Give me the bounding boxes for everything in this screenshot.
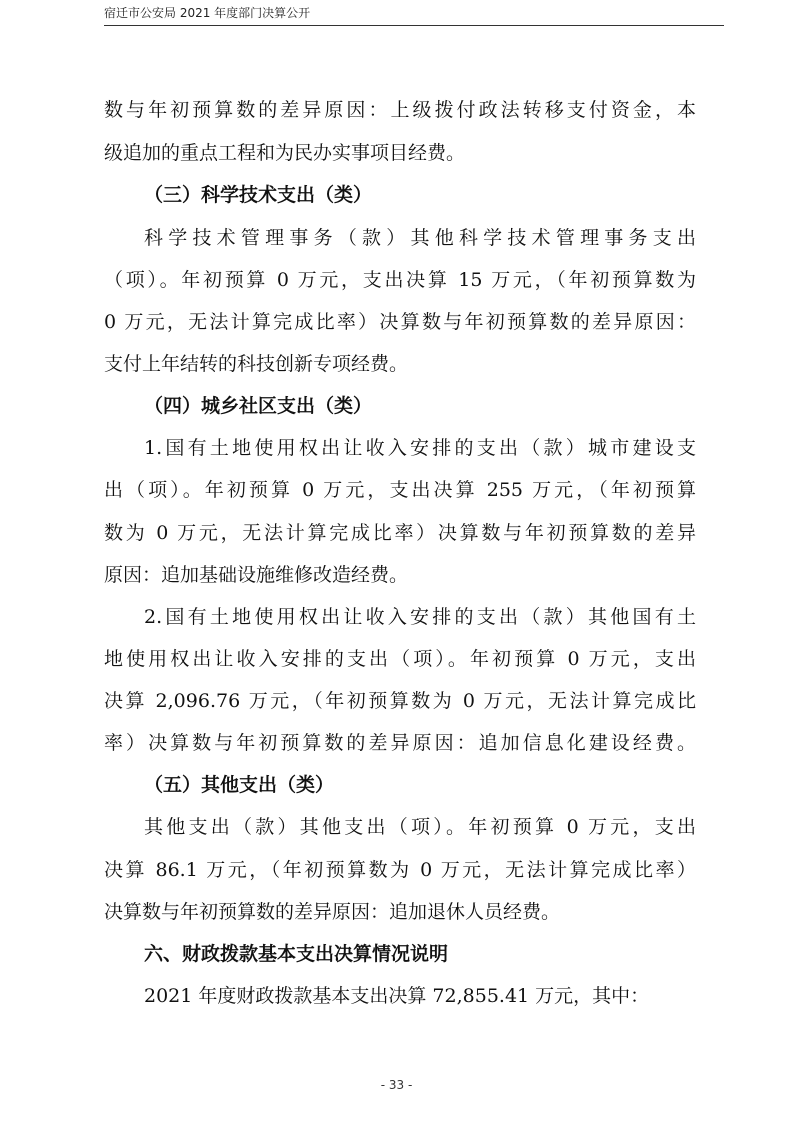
- page-number: - 33 -: [380, 1078, 413, 1092]
- paragraph-line: 0 万元，无法计算完成比率）决算数与年初预算数的差异原因：: [104, 311, 696, 333]
- paragraph-line: （项）。年初预算 0 万元，支出决算 15 万元，（年初预算数为: [104, 269, 696, 291]
- section-heading-science: （三）科学技术支出（类）: [144, 184, 373, 206]
- paragraph-line: 数与年初预算数的差异原因：上级拨付政法转移支付资金，本: [104, 99, 696, 121]
- paragraph-line: 率）决算数与年初预算数的差异原因：追加信息化建设经费。: [104, 732, 696, 754]
- header-divider: [104, 25, 724, 26]
- paragraph-line: 决算数与年初预算数的差异原因：追加退休人员经费。: [104, 901, 561, 923]
- paragraph-line: 1.国有土地使用权出让收入安排的支出（款）城市建设支: [144, 437, 696, 459]
- paragraph-line: 级追加的重点工程和为民办实事项目经费。: [104, 142, 466, 164]
- paragraph-line: 2021 年度财政拨款基本支出决算 72,855.41 万元，其中：: [144, 985, 650, 1007]
- paragraph-line: 数为 0 万元，无法计算完成比率）决算数与年初预算数的差异: [104, 522, 696, 544]
- paragraph-line: 科学技术管理事务（款）其他科学技术管理事务支出: [144, 227, 696, 249]
- paragraph-line: 支付上年结转的科技创新专项经费。: [104, 353, 409, 375]
- page-header: 宿迁市公安局 2021 年度部门决算公开: [104, 6, 311, 20]
- paragraph-line: 2.国有土地使用权出让收入安排的支出（款）其他国有土: [144, 606, 696, 628]
- section-heading-basic-expenditure: 六、财政拨款基本支出决算情况说明: [144, 943, 449, 965]
- paragraph-line: 地使用权出让收入安排的支出（项）。年初预算 0 万元，支出: [104, 648, 696, 670]
- paragraph-line: 决算 86.1 万元，（年初预算数为 0 万元，无法计算完成比率）: [104, 859, 696, 881]
- section-heading-urban-rural: （四）城乡社区支出（类）: [144, 395, 373, 417]
- paragraph-line: 决算 2,096.76 万元，（年初预算数为 0 万元，无法计算完成比: [104, 690, 696, 712]
- paragraph-line: 出（项）。年初预算 0 万元，支出决算 255 万元，（年初预算: [104, 479, 696, 501]
- paragraph-line: 其他支出（款）其他支出（项）。年初预算 0 万元，支出: [144, 816, 696, 838]
- paragraph-line: 原因：追加基础设施维修改造经费。: [104, 564, 409, 586]
- section-heading-other: （五）其他支出（类）: [144, 774, 335, 796]
